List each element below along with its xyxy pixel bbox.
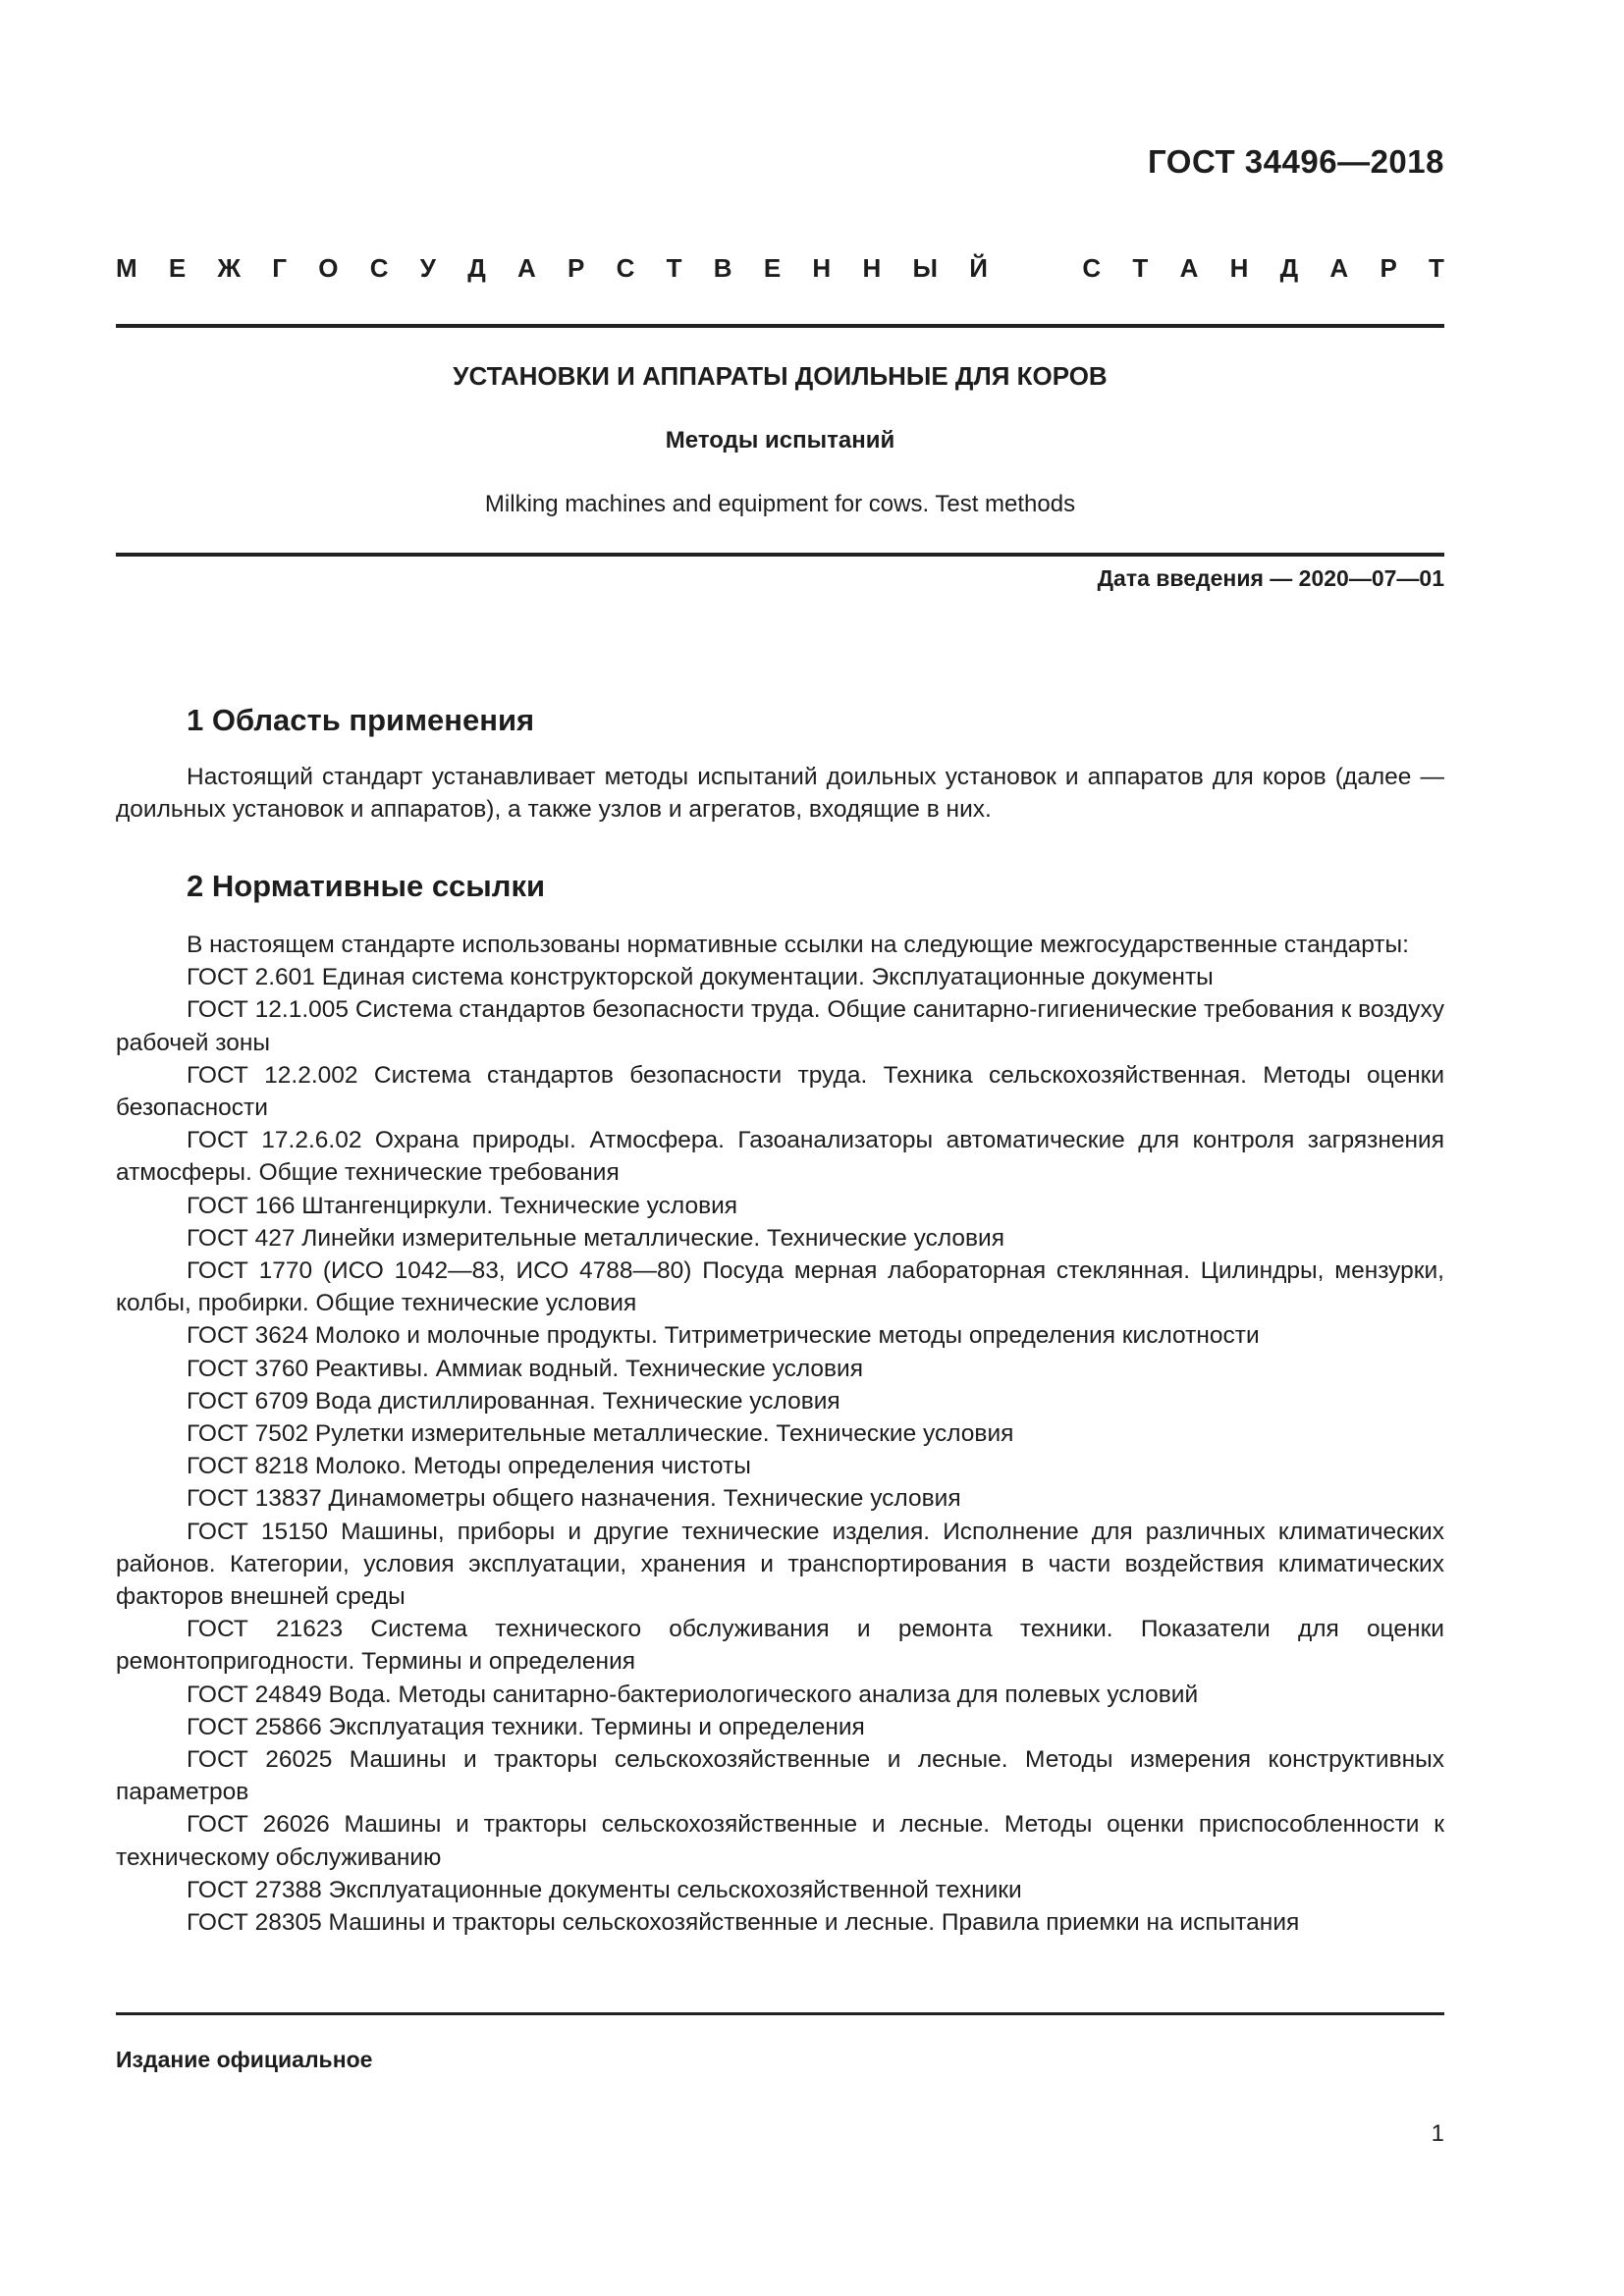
banner-letter: А bbox=[1179, 253, 1199, 283]
section-1-body bbox=[116, 761, 1444, 826]
standard-title: УСТАНОВКИ И АППАРАТЫ ДОИЛЬНЫЕ ДЛЯ КОРОВ bbox=[453, 361, 1108, 391]
reference-paragraph: ГОСТ 166 Штангенциркули. Технические условия bbox=[187, 1192, 738, 1219]
reference-paragraph: ГОСТ 427 Линейки измерительные металлические. Технические условия bbox=[187, 1224, 1004, 1252]
reference-paragraph: ГОСТ 13837 Динамометры общего назначения. Технические условия bbox=[187, 1485, 961, 1513]
banner-letter: С bbox=[1082, 253, 1102, 283]
reference-paragraph: ГОСТ 7502 Рулетки измерительные металлические. Технические условия bbox=[187, 1420, 1014, 1448]
reference-paragraph: ГОСТ 1770 (ИСО 1042—83, ИСО 4788—80) Посуда мерная лабораторная стеклянная. Цилиндры, мензурки, колбы, пробирки. Общие технические условия bbox=[116, 1257, 1444, 1317]
english-title: Milking machines and equipment for cows. Test methods bbox=[484, 491, 1076, 517]
header-rule bbox=[116, 324, 1444, 328]
reference-paragraph: ГОСТ 12.2.002 Система стандартов безопасности труда. Техника сельскохозяйственная. Методы оценки безопасности bbox=[116, 1061, 1444, 1122]
reference-paragraph: ГОСТ 3760 Реактивы. Аммиак водный. Технические условия bbox=[187, 1355, 864, 1382]
introduction-date: Дата введения — 2020—07—01 bbox=[1097, 565, 1444, 591]
reference-paragraph: ГОСТ 26025 Машины и тракторы сельскохозяйственные и лесные. Методы измерения конструктивных параметров bbox=[116, 1746, 1444, 1806]
reference-paragraph: ГОСТ 3624 Молоко и молочные продукты. Титриметрические методы определения кислотности bbox=[187, 1322, 1260, 1350]
banner-letter: Д bbox=[467, 253, 486, 283]
reference-paragraph: ГОСТ 6709 Вода дистиллированная. Технические условия bbox=[187, 1387, 840, 1415]
reference-paragraph: В настоящем стандарте использованы нормативные ссылки на следующие межгосударственные стандарты: bbox=[187, 932, 1409, 958]
banner-letter: Й bbox=[969, 253, 988, 283]
reference-paragraph: ГОСТ 17.2.6.02 Охрана природы. Атмосфера. Газоанализаторы автоматические для контроля загрязнения атмосферы. Общие технические требования bbox=[116, 1127, 1444, 1187]
reference-paragraph: ГОСТ 27388 Эксплуатационные документы сельскохозяйственной техники bbox=[187, 1876, 1022, 1903]
banner-letter: С bbox=[369, 253, 389, 283]
banner-letter: В bbox=[713, 253, 732, 283]
section-2-heading: 2 Нормативные ссылки bbox=[187, 869, 546, 903]
reference-paragraph: ГОСТ 15150 Машины, приборы и другие технические изделия. Исполнение для различных климатических районов. Категории, условия эксплуатации, хранения и транспортирования в части воздействия климатических факторов внешней среды bbox=[116, 1518, 1444, 1611]
title-rule bbox=[116, 553, 1444, 557]
banner-letter: Н bbox=[1229, 253, 1249, 283]
document-number: ГОСТ 34496—2018 bbox=[1148, 143, 1444, 180]
reference-paragraph: ГОСТ 21623 Система технического обслуживания и ремонта техники. Показатели для оценки ремонтопригодности. Термины и определения bbox=[116, 1616, 1444, 1676]
banner-letter: Н bbox=[862, 253, 882, 283]
banner-letter: А bbox=[1329, 253, 1349, 283]
banner-letter: Р bbox=[1380, 253, 1397, 283]
banner-letter: Т bbox=[1132, 253, 1149, 283]
section-2-body bbox=[116, 929, 1444, 1939]
banner-letter: Е bbox=[763, 253, 782, 283]
reference-paragraph: ГОСТ 2.601 Единая система конструкторской документации. Эксплуатационные документы bbox=[187, 964, 1214, 991]
page-number: 1 bbox=[1431, 2120, 1444, 2147]
banner-letter: Ж bbox=[217, 253, 242, 283]
standard-subtitle: Методы испытаний bbox=[665, 427, 895, 454]
banner-letter: М bbox=[116, 253, 137, 283]
reference-paragraph: Настоящий стандарт устанавливает методы испытаний доильных установок и аппаратов для коров (далее — доильных установок и аппаратов), а также узлов и агрегатов, входящие в них. bbox=[116, 764, 1444, 824]
banner-letter: А bbox=[517, 253, 536, 283]
reference-paragraph: ГОСТ 24849 Вода. Методы санитарно-бактериологического анализа для полевых условий bbox=[187, 1681, 1199, 1708]
banner-letter: Н bbox=[812, 253, 832, 283]
banner-word-gap bbox=[1019, 253, 1051, 284]
section-1-heading: 1 Область применения bbox=[187, 703, 535, 737]
banner-letter: У bbox=[419, 253, 436, 283]
edition-label: Издание официальное bbox=[116, 2047, 373, 2072]
banner-letter: Т bbox=[666, 253, 682, 283]
banner-letter: Е bbox=[168, 253, 187, 283]
footer-rule bbox=[116, 2012, 1444, 2015]
reference-paragraph: ГОСТ 12.1.005 Система стандартов безопасности труда. Общие санитарно-гигиенические требования к воздуху рабочей зоны bbox=[116, 996, 1444, 1056]
banner-letter: С bbox=[616, 253, 635, 283]
banner-letter: Р bbox=[568, 253, 585, 283]
reference-paragraph: ГОСТ 25866 Эксплуатация техники. Термины и определения bbox=[187, 1713, 865, 1740]
reference-paragraph: ГОСТ 26026 Машины и тракторы сельскохозяйственные и лесные. Методы оценки приспособленности к техническому обслуживанию bbox=[116, 1811, 1444, 1871]
banner-letter: Т bbox=[1429, 253, 1444, 283]
interstate-standard-banner bbox=[116, 253, 1444, 284]
banner-letter: О bbox=[318, 253, 339, 283]
banner-letter: Ы bbox=[912, 253, 938, 283]
reference-paragraph: ГОСТ 8218 Молоко. Методы определения чистоты bbox=[187, 1453, 751, 1480]
banner-letter: Г bbox=[272, 253, 288, 283]
reference-paragraph: ГОСТ 28305 Машины и тракторы сельскохозяйственные и лесные. Правила приемки на испытания bbox=[187, 1909, 1300, 1937]
banner-letter: Д bbox=[1279, 253, 1299, 283]
